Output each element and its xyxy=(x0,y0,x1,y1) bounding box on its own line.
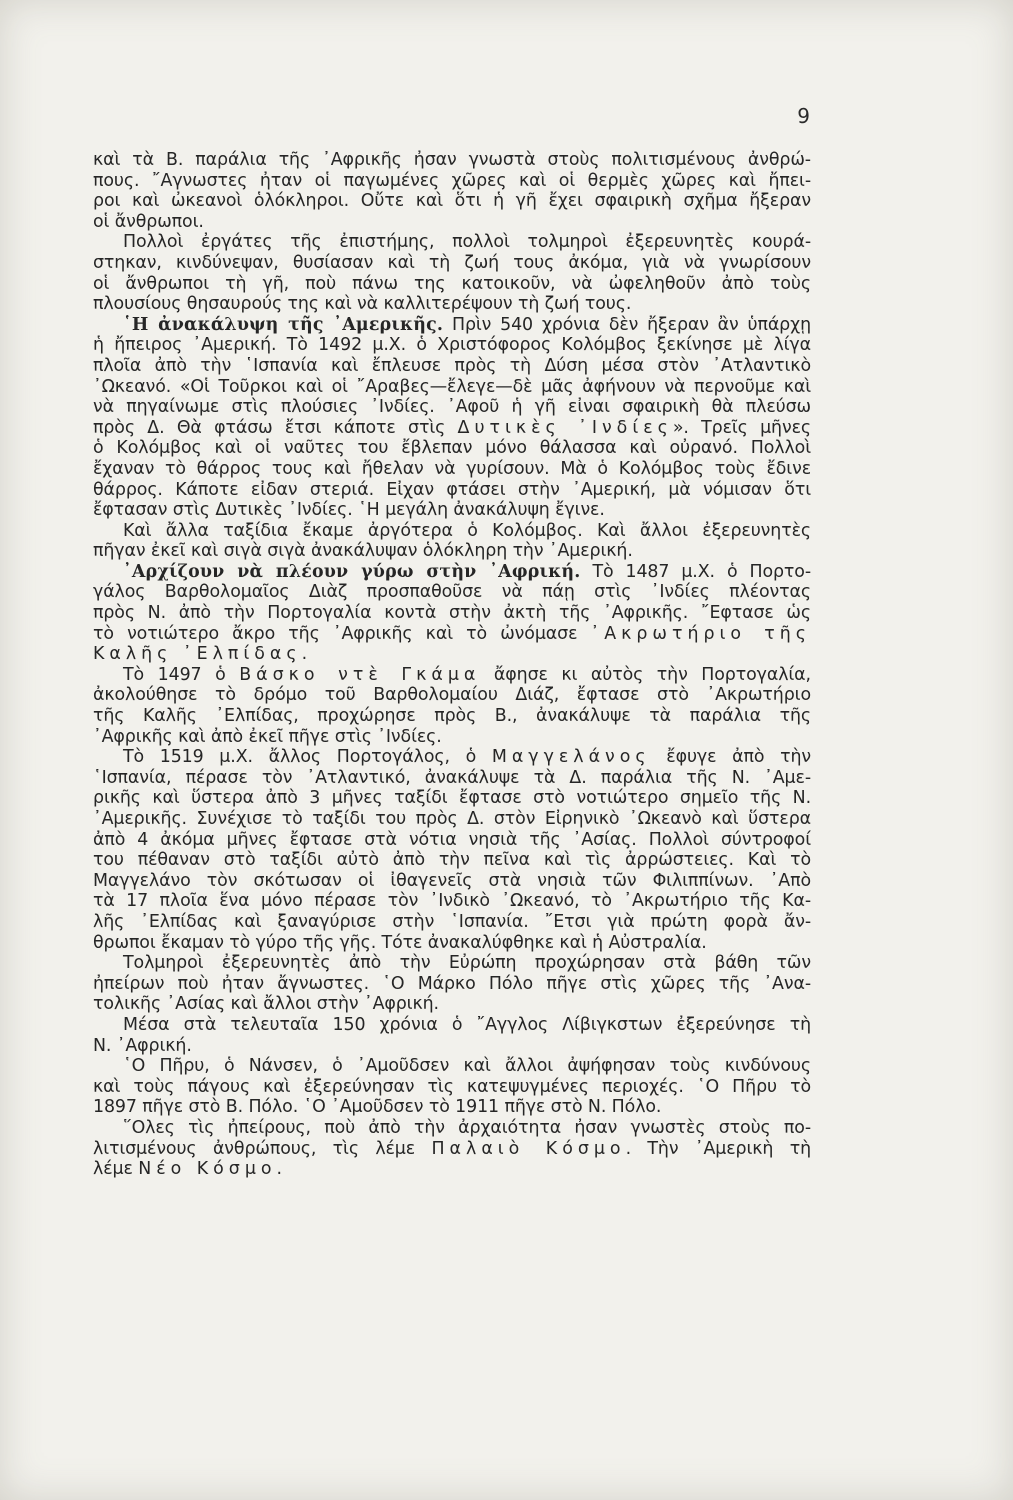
section-heading: ῾Η ἀνακάλυψη τῆς ᾿Αμερικῆς. xyxy=(123,314,444,335)
text-run: . Τὴν ᾿Αμερικὴ τὴ xyxy=(625,1138,811,1159)
text-line xyxy=(93,1118,811,1139)
emphasized-text: Βάσκο ντὲ Γκάμα xyxy=(239,664,481,685)
text-line xyxy=(93,541,811,562)
text-line xyxy=(93,830,811,851)
text-run: οἱ ἄνθρωποι τὴ γῆ, ποὺ πάνω της κατοικοῦν, νὰ ὠφεληθοῦν ἀπὸ τοὺς xyxy=(93,273,811,294)
text-line xyxy=(93,747,811,768)
text-line xyxy=(93,624,811,645)
text-run: ρικῆς καὶ ὕστερα ἀπὸ 3 μῆνες ταξίδι ἔφτασε στὸ νοτιώτερο σημεῖο τῆς Ν. xyxy=(93,788,811,809)
text-run: τῆς Καλῆς ᾿Ελπίδας, προχώρησε πρὸς Β., ἀνακάλυψε τὰ παράλια τῆς xyxy=(93,706,811,727)
text-line xyxy=(93,232,811,253)
text-line xyxy=(93,500,811,521)
text-run: Τὸ 1497 ὁ xyxy=(123,664,240,685)
text-run: πῆγαν ἐκεῖ καὶ σιγὰ σιγὰ ἀνακάλυψαν ὁλόκληρη τὴν ᾿Αμερική. xyxy=(93,541,633,562)
text-run: πους. ῎Αγνωστες ἦταν οἱ παγωμένες χῶρες καὶ οἱ θερμὲς χῶρες καὶ ἤπει- xyxy=(93,170,811,191)
text-line xyxy=(93,685,811,706)
body-text xyxy=(93,150,811,1180)
text-line xyxy=(93,809,811,830)
text-run: Ν. ᾿Αφρική. xyxy=(93,1035,192,1056)
text-line xyxy=(93,1056,811,1077)
text-line xyxy=(93,356,811,377)
text-line xyxy=(93,768,811,789)
text-line xyxy=(93,1015,811,1036)
text-run: . xyxy=(301,644,307,665)
text-line xyxy=(93,274,811,295)
emphasized-text: Καλῆς ᾿Ελπίδας xyxy=(93,644,302,665)
text-line xyxy=(93,480,811,501)
text-run: Μέσα στὰ τελευταῖα 150 χρόνια ὁ ῎Αγγλος Λίβιγκστων ἐξερεύνησε τὴ xyxy=(123,1014,811,1035)
text-run: Πολλοὶ ἐργάτες τῆς ἐπιστήμης, πολλοὶ τολμηροὶ ἐξερευνητὲς κουρά- xyxy=(123,232,811,253)
text-line xyxy=(93,994,811,1015)
text-run: λῆς ᾿Ελπίδας καὶ ξαναγύρισε στὴν ῾Ισπανία. ῎Ετσι γιὰ πρώτη φορὰ ἄν- xyxy=(93,911,811,932)
text-run: τὰ 17 πλοῖα ἕνα μόνο πέρασε τὸν ᾿Ινδικὸ ᾿Ωκεανό, τὸ ᾿Ακρωτήριο τῆς Κα- xyxy=(93,891,811,912)
text-run: τὸ νοτιώτερο ἄκρο τῆς ᾿Αφρικῆς καὶ τὸ ὠνόμασε xyxy=(93,623,591,644)
text-run: γάλος Βαρθολομαῖος Διὰζ προσπαθοῦσε νὰ πάῃ στὶς ᾿Ινδίες πλέοντας xyxy=(93,582,811,603)
text-line xyxy=(93,562,811,583)
text-line xyxy=(93,335,811,356)
text-run: ὁ Κολόμβος καὶ οἱ ναῦτες του ἔβλεπαν μόνο θάλασσα καὶ οὐρανό. Πολλοὶ xyxy=(93,438,811,459)
text-line xyxy=(93,974,811,995)
emphasized-text: Παλαιὸ Κόσμο xyxy=(431,1138,626,1159)
text-run: του πέθαναν στὸ ταξίδι αὐτὸ ἀπὸ τὴν πεῖνα καὶ τὶς ἀρρώστειες. Καὶ τὸ xyxy=(93,850,811,871)
text-run: Τὸ 1487 μ.Χ. ὁ Πορτο- xyxy=(580,561,811,582)
text-line xyxy=(93,191,811,212)
text-line xyxy=(93,912,811,933)
text-run: Μαγγελάνο τὸν σκότωσαν οἱ ἰθαγενεῖς στὰ νησιὰ τῶν Φιλιππίνων. ᾿Απὸ xyxy=(93,870,811,891)
emphasized-text: Δυτικὲς ᾿Ινδίες xyxy=(457,417,673,438)
page-number: 9 xyxy=(797,104,810,128)
text-line xyxy=(93,253,811,274)
text-line xyxy=(93,294,811,315)
text-line xyxy=(93,397,811,418)
text-line xyxy=(93,212,811,233)
text-line xyxy=(93,788,811,809)
text-line xyxy=(93,1036,811,1057)
text-run: ῾Ο Πῆρυ, ὁ Νάνσεν, ὁ ᾿Αμοῦδσεν καὶ ἄλλοι ἀψήφησαν τοὺς κινδύνους xyxy=(123,1056,811,1077)
text-run: θρωποι ἔκαμαν τὸ γύρο τῆς γῆς. Τότε ἀνακαλύφθηκε καὶ ἡ Αὐστραλία. xyxy=(93,932,707,953)
text-run: πλοῖα ἀπὸ τὴν ῾Ισπανία καὶ ἔπλευσε πρὸς τὴ Δύση μέσα στὸν ᾿Ατλαντικὸ xyxy=(93,355,811,376)
text-run: ἄφησε κι αὐτὸς τὴν Πορτογαλία, xyxy=(480,664,811,685)
text-run: πλουσίους θησαυρούς της καὶ νὰ καλλιτερέψουν τὴ ζωή τους. xyxy=(93,294,632,315)
text-line xyxy=(93,644,811,665)
text-line xyxy=(93,891,811,912)
emphasized-text: ᾿Ακρωτήριο τῆς xyxy=(590,623,811,644)
text-run: θάρρος. Κάποτε εἶδαν στεριά. Εἶχαν φτάσει στὴν ᾿Αμερική, μὰ νόμισαν ὅτι xyxy=(93,479,811,500)
text-line xyxy=(93,603,811,624)
text-run: Τὸ 1519 μ.Χ. ἄλλος Πορτογάλος, ὁ xyxy=(123,747,492,768)
text-line xyxy=(93,171,811,192)
emphasized-text: Νέο Κόσμο xyxy=(138,1159,277,1180)
text-run: τολικῆς ᾿Ασίας καὶ ἄλλοι στὴν ᾿Αφρική. xyxy=(93,994,439,1015)
text-run: καὶ τὰ Β. παράλια τῆς ᾿Αφρικῆς ἦσαν γνωστὰ στοὺς πολιτισμένους ἀνθρώ- xyxy=(93,150,811,170)
text-line xyxy=(93,1077,811,1098)
text-line xyxy=(93,1159,811,1180)
text-run: καὶ τοὺς πάγους καὶ ἐξερεύνησαν τὶς κατεψυγμένες περιοχές. ῾Ο Πῆρυ τὸ xyxy=(93,1076,811,1097)
text-run: ἔχαναν τὸ θάρρος τους καὶ ἤθελαν νὰ γυρίσουν. Μὰ ὁ Κολόμβος τοὺς ἔδινε xyxy=(93,458,811,479)
text-line xyxy=(93,871,811,892)
text-run: ᾿Αμερικῆς. Συνέχισε τὸ ταξίδι του πρὸς Δ. στὸν Εἰρηνικὸ ᾿Ωκεανὸ καὶ ὕστερα xyxy=(93,809,811,829)
text-line xyxy=(93,1139,811,1160)
text-run: ἔφυγε ἀπὸ τὴν xyxy=(650,747,811,768)
text-run: ῾Ισπανία, πέρασε τὸν ᾿Ατλαντικό, ἀνακάλυψε τὰ Δ. παράλια τῆς Ν. ᾿Αμε- xyxy=(93,767,811,788)
text-run: Τολμηροὶ ἐξερευνητὲς ἀπὸ τὴν Εὐρώπη προχώρησαν στὰ βάθη τῶν xyxy=(123,953,811,974)
text-line xyxy=(93,727,811,748)
text-line xyxy=(93,665,811,686)
text-line xyxy=(93,150,811,171)
text-run: ἀκολούθησε τὸ δρόμο τοῦ Βαρθολομαίου Διάζ, ἔφτασε στὸ ᾿Ακρωτήριο xyxy=(93,685,811,706)
text-run: πρὸς Δ. Θὰ φτάσω ἔτσι κάποτε στὶς xyxy=(93,417,458,438)
text-run: οἱ ἄνθρωποι. xyxy=(93,211,204,232)
text-run: Πρὶν 540 χρόνια δὲν ἤξεραν ἂν ὑπάρχῃ xyxy=(443,314,811,335)
text-run: ἔφτασαν στὶς Δυτικὲς ᾿Ινδίες. ῾Η μεγάλη ἀνακάλυψη ἔγινε. xyxy=(93,500,605,521)
text-run: λέμε xyxy=(93,1159,139,1180)
text-line xyxy=(93,850,811,871)
text-run: λιτισμένους ἀνθρώπους, τὶς λέμε xyxy=(93,1138,432,1159)
section-heading: ᾿Αρχίζουν νὰ πλέουν γύρω στὴν ᾿Αφρική. xyxy=(123,561,581,582)
text-line xyxy=(93,315,811,336)
text-line xyxy=(93,418,811,439)
text-line xyxy=(93,953,811,974)
emphasized-text: Μαγγελάνος xyxy=(491,747,651,768)
text-run: πρὸς Ν. ἀπὸ τὴν Πορτογαλία κοντὰ στὴν ἀκτὴ τῆς ᾿Αφρικῆς. ῎Εφτασε ὡς xyxy=(93,603,811,624)
text-run: στηκαν, κινδύνεψαν, θυσίασαν καὶ τὴ ζωή τους ἀκόμα, γιὰ νὰ γνωρίσουν xyxy=(93,252,811,273)
text-run: 1897 πῆγε στὸ Β. Πόλο. ῾Ο ᾿Αμοῦδσεν τὸ 1911 πῆγε στὸ Ν. Πόλο. xyxy=(93,1097,662,1118)
text-line xyxy=(93,438,811,459)
text-run: ἀπὸ 4 ἀκόμα μῆνες ἔφτασε στὰ νότια νησιὰ τῆς ᾿Ασίας. Πολλοὶ σύντροφοί xyxy=(93,829,811,850)
text-run: ». Τρεῖς μῆνες xyxy=(672,417,811,438)
text-run: ἡ ἤπειρος ᾿Αμερική. Τὸ 1492 μ.Χ. ὁ Χριστόφορος Κολόμβος ξεκίνησε μὲ λίγα xyxy=(93,335,811,356)
text-run: ῞Ολες τὶς ἠπείρους, ποὺ ἀπὸ τὴν ἀρχαιότητα ἦσαν γνωστὲς στοὺς πο- xyxy=(123,1117,811,1138)
text-line xyxy=(93,933,811,954)
text-run: ἠπείρων ποὺ ἦταν ἄγνωστες. ῾Ο Μάρκο Πόλο πῆγε στὶς χῶρες τῆς ᾿Ανα- xyxy=(93,973,811,994)
text-run: ροι καὶ ὠκεανοὶ ὁλόκληροι. Οὔτε καὶ ὅτι ἡ γῆ ἔχει σφαιρικὴ σχῆμα ἤξεραν xyxy=(93,191,811,212)
text-run: ᾿Αφρικῆς καὶ ἀπὸ ἐκεῖ πῆγε στὶς ᾿Ινδίες. xyxy=(93,726,442,747)
text-run: . xyxy=(276,1159,282,1180)
text-run: νὰ πηγαίνωμε στὶς πλούσιες ᾿Ινδίες. ᾿Αφοῦ ἡ γῆ εἶναι σφαιρικὴ θὰ πλεύσω xyxy=(93,397,811,418)
text-run: Καὶ ἄλλα ταξίδια ἔκαμε ἀργότερα ὁ Κολόμβος. Καὶ ἄλλοι ἐξερευνητὲς xyxy=(123,520,811,541)
text-line xyxy=(93,521,811,542)
text-line xyxy=(93,706,811,727)
text-line xyxy=(93,582,811,603)
text-line xyxy=(93,459,811,480)
text-run: ᾿Ωκεανό. «Οἱ Τοῦρκοι καὶ οἱ ῎Αραβες—ἔλεγε—δὲ μᾶς ἀφήνουν νὰ περνοῦμε καὶ xyxy=(93,376,811,397)
text-line xyxy=(93,377,811,398)
text-line xyxy=(93,1097,811,1118)
